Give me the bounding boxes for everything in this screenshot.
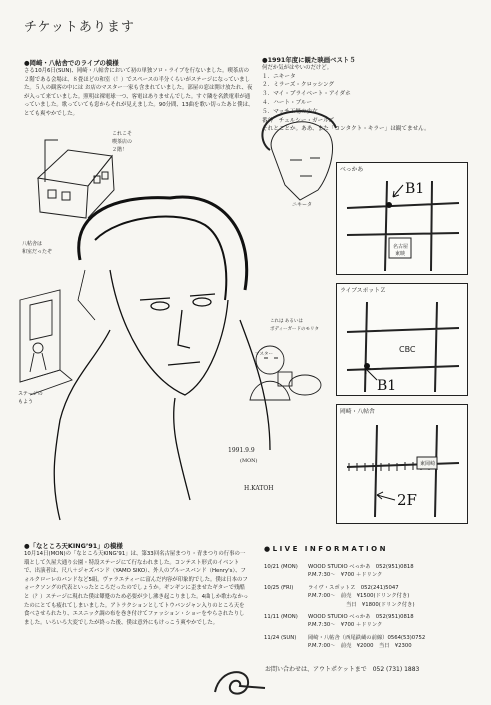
note-room: 八帖舎は xyxy=(22,241,43,247)
schedule-line: P.M.7:00〜 前売 ¥2000 当日 ¥2300 xyxy=(308,643,412,650)
map-marker: B1 xyxy=(405,181,425,197)
map-bekkaa xyxy=(336,162,468,275)
schedule-row xyxy=(264,634,469,651)
map-okazaki xyxy=(336,404,468,524)
tokoroten-report xyxy=(24,541,249,627)
schedule-row xyxy=(264,584,469,609)
map-drawing xyxy=(337,405,469,525)
map-drawing xyxy=(337,163,469,276)
tokoroten-text: 10月14日(MON)の「なところ天KING’91」は、第33回名古屋まつり・青まつりの行事の一環として久屋大通り公園・特設ステージにて行なわれました。コンテスト形式のイベントで、出演者は、尺八＋ジャズバンド（YAMO SIKO）、外人のブルースバンド（Henry's）、フォルクローレのバンドなど5組。ヴァラエティーに富んだ内容が印象的でした。僕は日本のフォークソングの代表といったところだったのでしょうか。ギンギンに歪ませたギターで残酷と（？）ステージに現れた僕は顰蹙のため必要が少し沸き起こりました。4曲しか歌わなかったのにとても疲れてしまいました。アトラクションとしてトウバンジャン入りのところ天を食べさせられたり、エスニック調の布を巻き付けてファッション・ショーをやらされたりしました。いろいろ大変でしたが終った後、僕は意外にもけっこう爽やかでした。 xyxy=(24,551,249,626)
note-house-2: 喫茶店の xyxy=(112,139,133,145)
schedule-date: 10/25 (FRI) xyxy=(264,584,294,591)
note-stage-2: もよう xyxy=(18,399,34,405)
swirl-decoration xyxy=(210,662,270,702)
okazaki-heading: ●岡崎・八帖舎でのライブの模様 xyxy=(24,59,119,67)
map-label: べっかあ xyxy=(340,167,364,173)
schedule-detail xyxy=(308,613,469,630)
schedule-line: WOOD STUDIO べっかあ 052(951)0818 xyxy=(308,614,414,621)
movie-item: ３．マイ・プライベート・アイダホ xyxy=(262,91,351,98)
movie-item: それとことか。ああ、また「コンタクト・キラー」は観てません。 xyxy=(262,126,430,133)
schedule-line: ライヴ・スポットＺ 052(241)5047 xyxy=(308,584,399,591)
note-house-3: ２階！ xyxy=(112,147,128,153)
map-venue: CBC xyxy=(399,345,416,354)
schedule-date: 11/24 (SUN) xyxy=(264,634,297,641)
room-sketch xyxy=(20,290,72,395)
schedule-detail xyxy=(308,584,469,609)
map-marker: B1 xyxy=(377,378,397,394)
signature: H.KATOH xyxy=(244,485,274,492)
schedule-line: 岡崎・八帖舎（西尾鉄蔵の前線）0564(53)0752 xyxy=(308,634,426,641)
schedule-line: 当日 ¥1800(ドリンク付き) xyxy=(346,601,415,608)
movie-item: ４．ハート・ブルー xyxy=(262,99,313,106)
tokoroten-heading: ●「なところ天KING’91」の模様 xyxy=(24,542,123,550)
map-label: ライブスポットＺ xyxy=(340,288,386,294)
map-venue: 東岡崎 xyxy=(420,461,436,467)
sketch-date: 1991.9.9 xyxy=(228,447,255,454)
movie-item: ５．マッチ工場の少女 xyxy=(262,108,318,115)
schedule-date: 10/21 (MON) xyxy=(264,564,298,570)
map-venue-2: 東映 xyxy=(395,251,406,257)
schedule-row xyxy=(264,563,469,580)
contact-info: お問い合わせは、アウトポケットまで 052 (731) 1883 xyxy=(265,666,420,673)
note-bodyguard-2: ボディーガードのモリタ xyxy=(270,327,320,332)
note-room-2: 和室だったぞ xyxy=(22,249,53,255)
best-movies-heading: ●1991年度に観た映画ベスト５ xyxy=(262,56,356,64)
okazaki-text: さる10月6日(SUN)、岡崎・八帖舎において初の単独ソロ・ライブを行ないました。喫茶店の２階である会場は、８畳ほどの和室（！）でスペースの半分くらいがステージになっていました。５人の観客の中には お店のマスター一家も含まれていました。部屋の窓は開け放たれ、夜が入って来ていました。照明は裸電球一つ、客電はありませんでした。すぐ隣を名鉄電車が通っていました。歌っていても窓からそれが見えました。90分間、13曲を歌い切ったあと僕は、とても爽やかでした。 xyxy=(24,68,254,117)
schedule-line: P.M.7:30〜 ¥700 ＋ドリンク xyxy=(308,572,383,579)
schedule-line: P.M.7:00〜 前売 ¥1500(ドリンク付き) xyxy=(308,593,410,600)
map-label: 岡崎・八帖舎 xyxy=(340,409,375,415)
map-venue: 名古屋 xyxy=(393,244,409,250)
schedule-row xyxy=(264,613,469,630)
note-bodyguard: これは あるいは xyxy=(270,319,303,324)
sketch-day: (MON) xyxy=(240,458,258,464)
movie-item: １．ニキータ xyxy=(262,73,296,80)
schedule-detail xyxy=(308,634,469,651)
note-master: マスター xyxy=(255,352,273,357)
schedule-date: 11/11 (MON) xyxy=(264,614,298,621)
schedule-detail xyxy=(308,563,469,580)
live-heading: ●LIVE INFORMATION xyxy=(264,545,388,553)
note-nikita: ニキータ xyxy=(292,202,313,208)
note-house: これこそ xyxy=(112,131,133,137)
movie-item: 番外 チェルシー・ガールズ xyxy=(262,117,335,124)
schedule-line: WOOD STUDIO べっかあ 052(951)0818 xyxy=(308,564,414,570)
map-marker: 2F xyxy=(397,491,417,509)
schedule-line: P.M.7:30〜 ¥700 ＋ドリンク xyxy=(308,622,383,629)
best-movies-intro: 何だか気がはやいのだけど。 xyxy=(262,65,333,71)
note-stage: ステージの xyxy=(18,391,43,397)
live-information xyxy=(264,545,469,651)
page-title: チケットあります xyxy=(24,20,135,35)
nikita-sketch xyxy=(262,111,336,200)
house-sketch xyxy=(38,140,114,218)
map-livespot-z xyxy=(336,283,468,396)
movie-item: ２．ミラーズ・クロッシング xyxy=(262,82,335,89)
map-drawing xyxy=(337,284,469,397)
portrait-sketch xyxy=(54,197,270,520)
